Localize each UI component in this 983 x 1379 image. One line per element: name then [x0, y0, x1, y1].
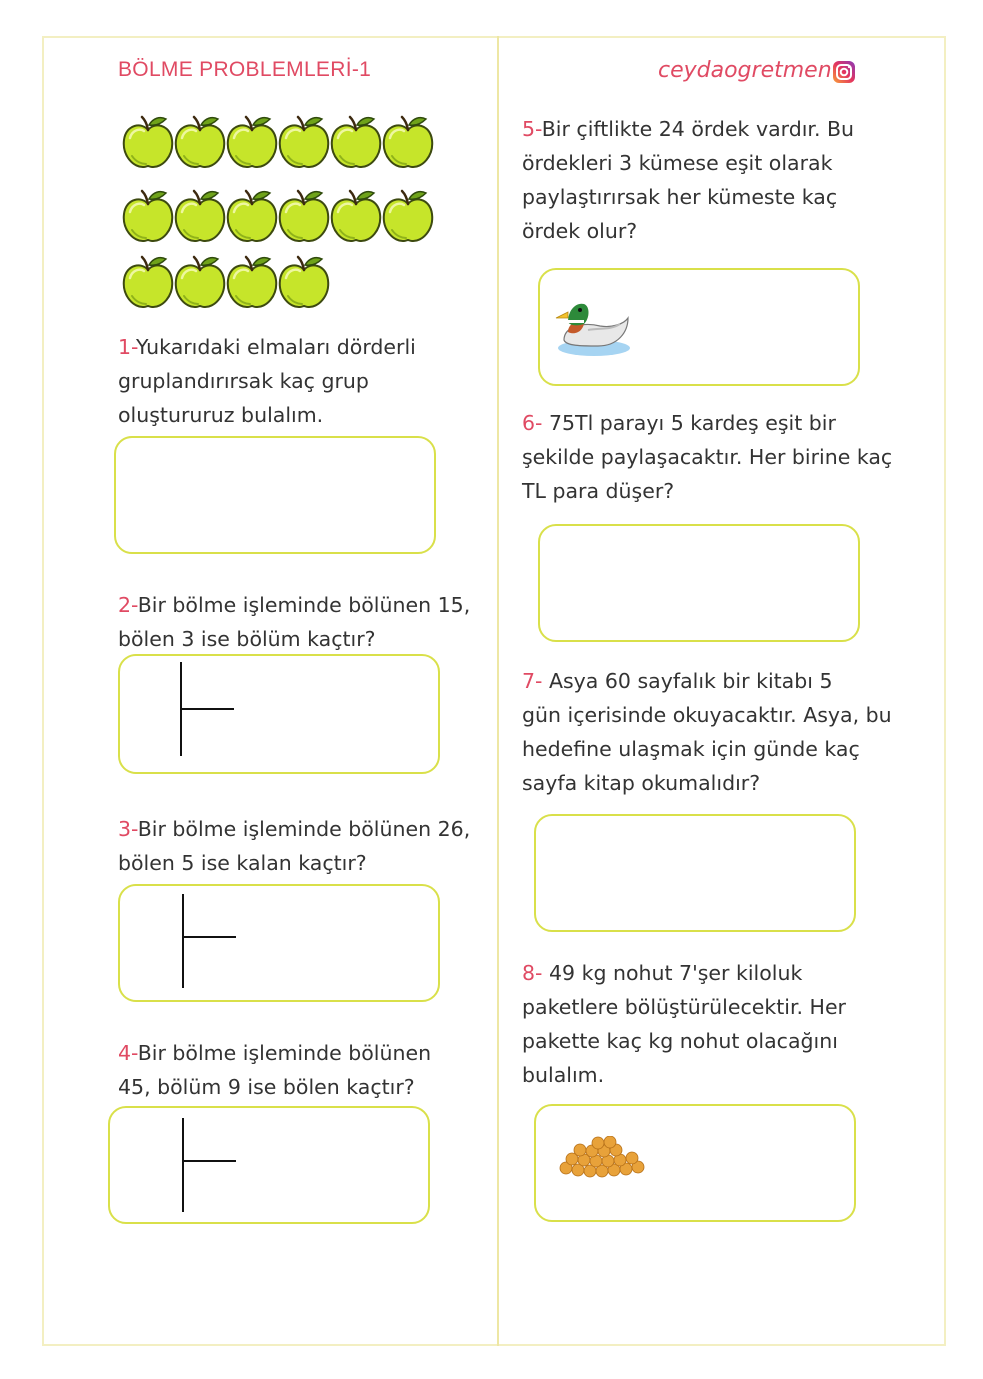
answer-box-2[interactable] — [118, 654, 440, 774]
apple-icon — [172, 112, 228, 172]
question-text: ördekleri 3 kümese eşit olarak — [522, 151, 833, 175]
answer-box-7[interactable] — [534, 814, 856, 932]
question-text: gruplandırırsak kaç grup — [118, 369, 369, 393]
apple-icon — [328, 112, 384, 172]
chickpeas-icon — [554, 1136, 650, 1180]
duck-icon — [554, 288, 634, 360]
question-number: 4- — [118, 1041, 138, 1065]
answer-box-1[interactable] — [114, 436, 436, 554]
question-text: bölen 5 ise kalan kaçtır? — [118, 851, 367, 875]
apple-icon — [172, 252, 228, 312]
question-text: Bir bölme işleminde bölünen 15, — [137, 593, 471, 617]
question-number: 1- — [118, 335, 137, 359]
apple-icon — [328, 186, 384, 246]
question-3 — [118, 812, 470, 880]
question-text: paketlere bölüştürülecektir. Her — [522, 995, 846, 1019]
question-text: şekilde paylaşacaktır. Her birine kaç — [522, 445, 893, 469]
question-text: bulalım. — [522, 1063, 605, 1087]
question-number: 7- — [522, 669, 543, 693]
question-6 — [522, 406, 892, 508]
question-4 — [118, 1036, 431, 1104]
apple-icon — [380, 186, 436, 246]
answer-box-4[interactable] — [108, 1106, 430, 1224]
question-text: sayfa kitap okumalıdır? — [522, 771, 761, 795]
question-text: paylaştırırsak her kümeste kaç — [522, 185, 838, 209]
question-text: bölen 3 ise bölüm kaçtır? — [118, 627, 376, 651]
question-text: hedefine ulaşmak için günde kaç — [522, 737, 860, 761]
question-text: Asya 60 sayfalık bir kitabı 5 — [542, 669, 833, 693]
apple-icon — [224, 186, 280, 246]
apple-icon — [276, 112, 332, 172]
apple-icon — [276, 186, 332, 246]
apple-icon — [276, 252, 332, 312]
question-text: gün içerisinde okuyacaktır. Asya, bu — [522, 703, 892, 727]
question-text: TL para düşer? — [522, 479, 675, 503]
question-number: 8- — [522, 961, 543, 985]
apple-icon — [224, 112, 280, 172]
question-8 — [522, 956, 846, 1092]
question-number: 6- — [522, 411, 543, 435]
question-text: Bir çiftlikte 24 ördek vardır. Bu — [541, 117, 855, 141]
apple-icon — [172, 186, 228, 246]
instagram-icon — [832, 60, 856, 84]
apple-icon — [120, 252, 176, 312]
apple-icon — [120, 112, 176, 172]
column-divider — [497, 36, 499, 1346]
question-text: oluştururuz bulalım. — [118, 403, 324, 427]
question-text: pakette kaç kg nohut olacağını — [522, 1029, 838, 1053]
question-7 — [522, 664, 892, 800]
question-2 — [118, 588, 470, 656]
question-number: 2- — [118, 593, 138, 617]
page-title: BÖLME PROBLEMLERİ-1 — [118, 58, 372, 81]
answer-box-8[interactable] — [534, 1104, 856, 1222]
question-text: ördek olur? — [522, 219, 638, 243]
answer-box-3[interactable] — [118, 884, 440, 1002]
question-text: Bir bölme işleminde bölünen — [137, 1041, 432, 1065]
question-1 — [118, 330, 416, 432]
question-text: 49 kg nohut 7'şer kiloluk — [542, 961, 803, 985]
answer-box-5[interactable] — [538, 268, 860, 386]
question-text: 75Tl parayı 5 kardeş eşit bir — [542, 411, 836, 435]
question-text: Yukarıdaki elmaları dörderli — [136, 335, 416, 359]
question-number: 5- — [522, 117, 542, 141]
question-number: 3- — [118, 817, 138, 841]
apple-icon — [120, 186, 176, 246]
question-text: 45, bölüm 9 ise bölen kaçtır? — [118, 1075, 415, 1099]
answer-box-6[interactable] — [538, 524, 860, 642]
question-text: Bir bölme işleminde bölünen 26, — [137, 817, 471, 841]
brand-handle: ceydaogretmen — [658, 58, 832, 83]
apple-icon — [380, 112, 436, 172]
question-5 — [522, 112, 854, 248]
apple-icon — [224, 252, 280, 312]
